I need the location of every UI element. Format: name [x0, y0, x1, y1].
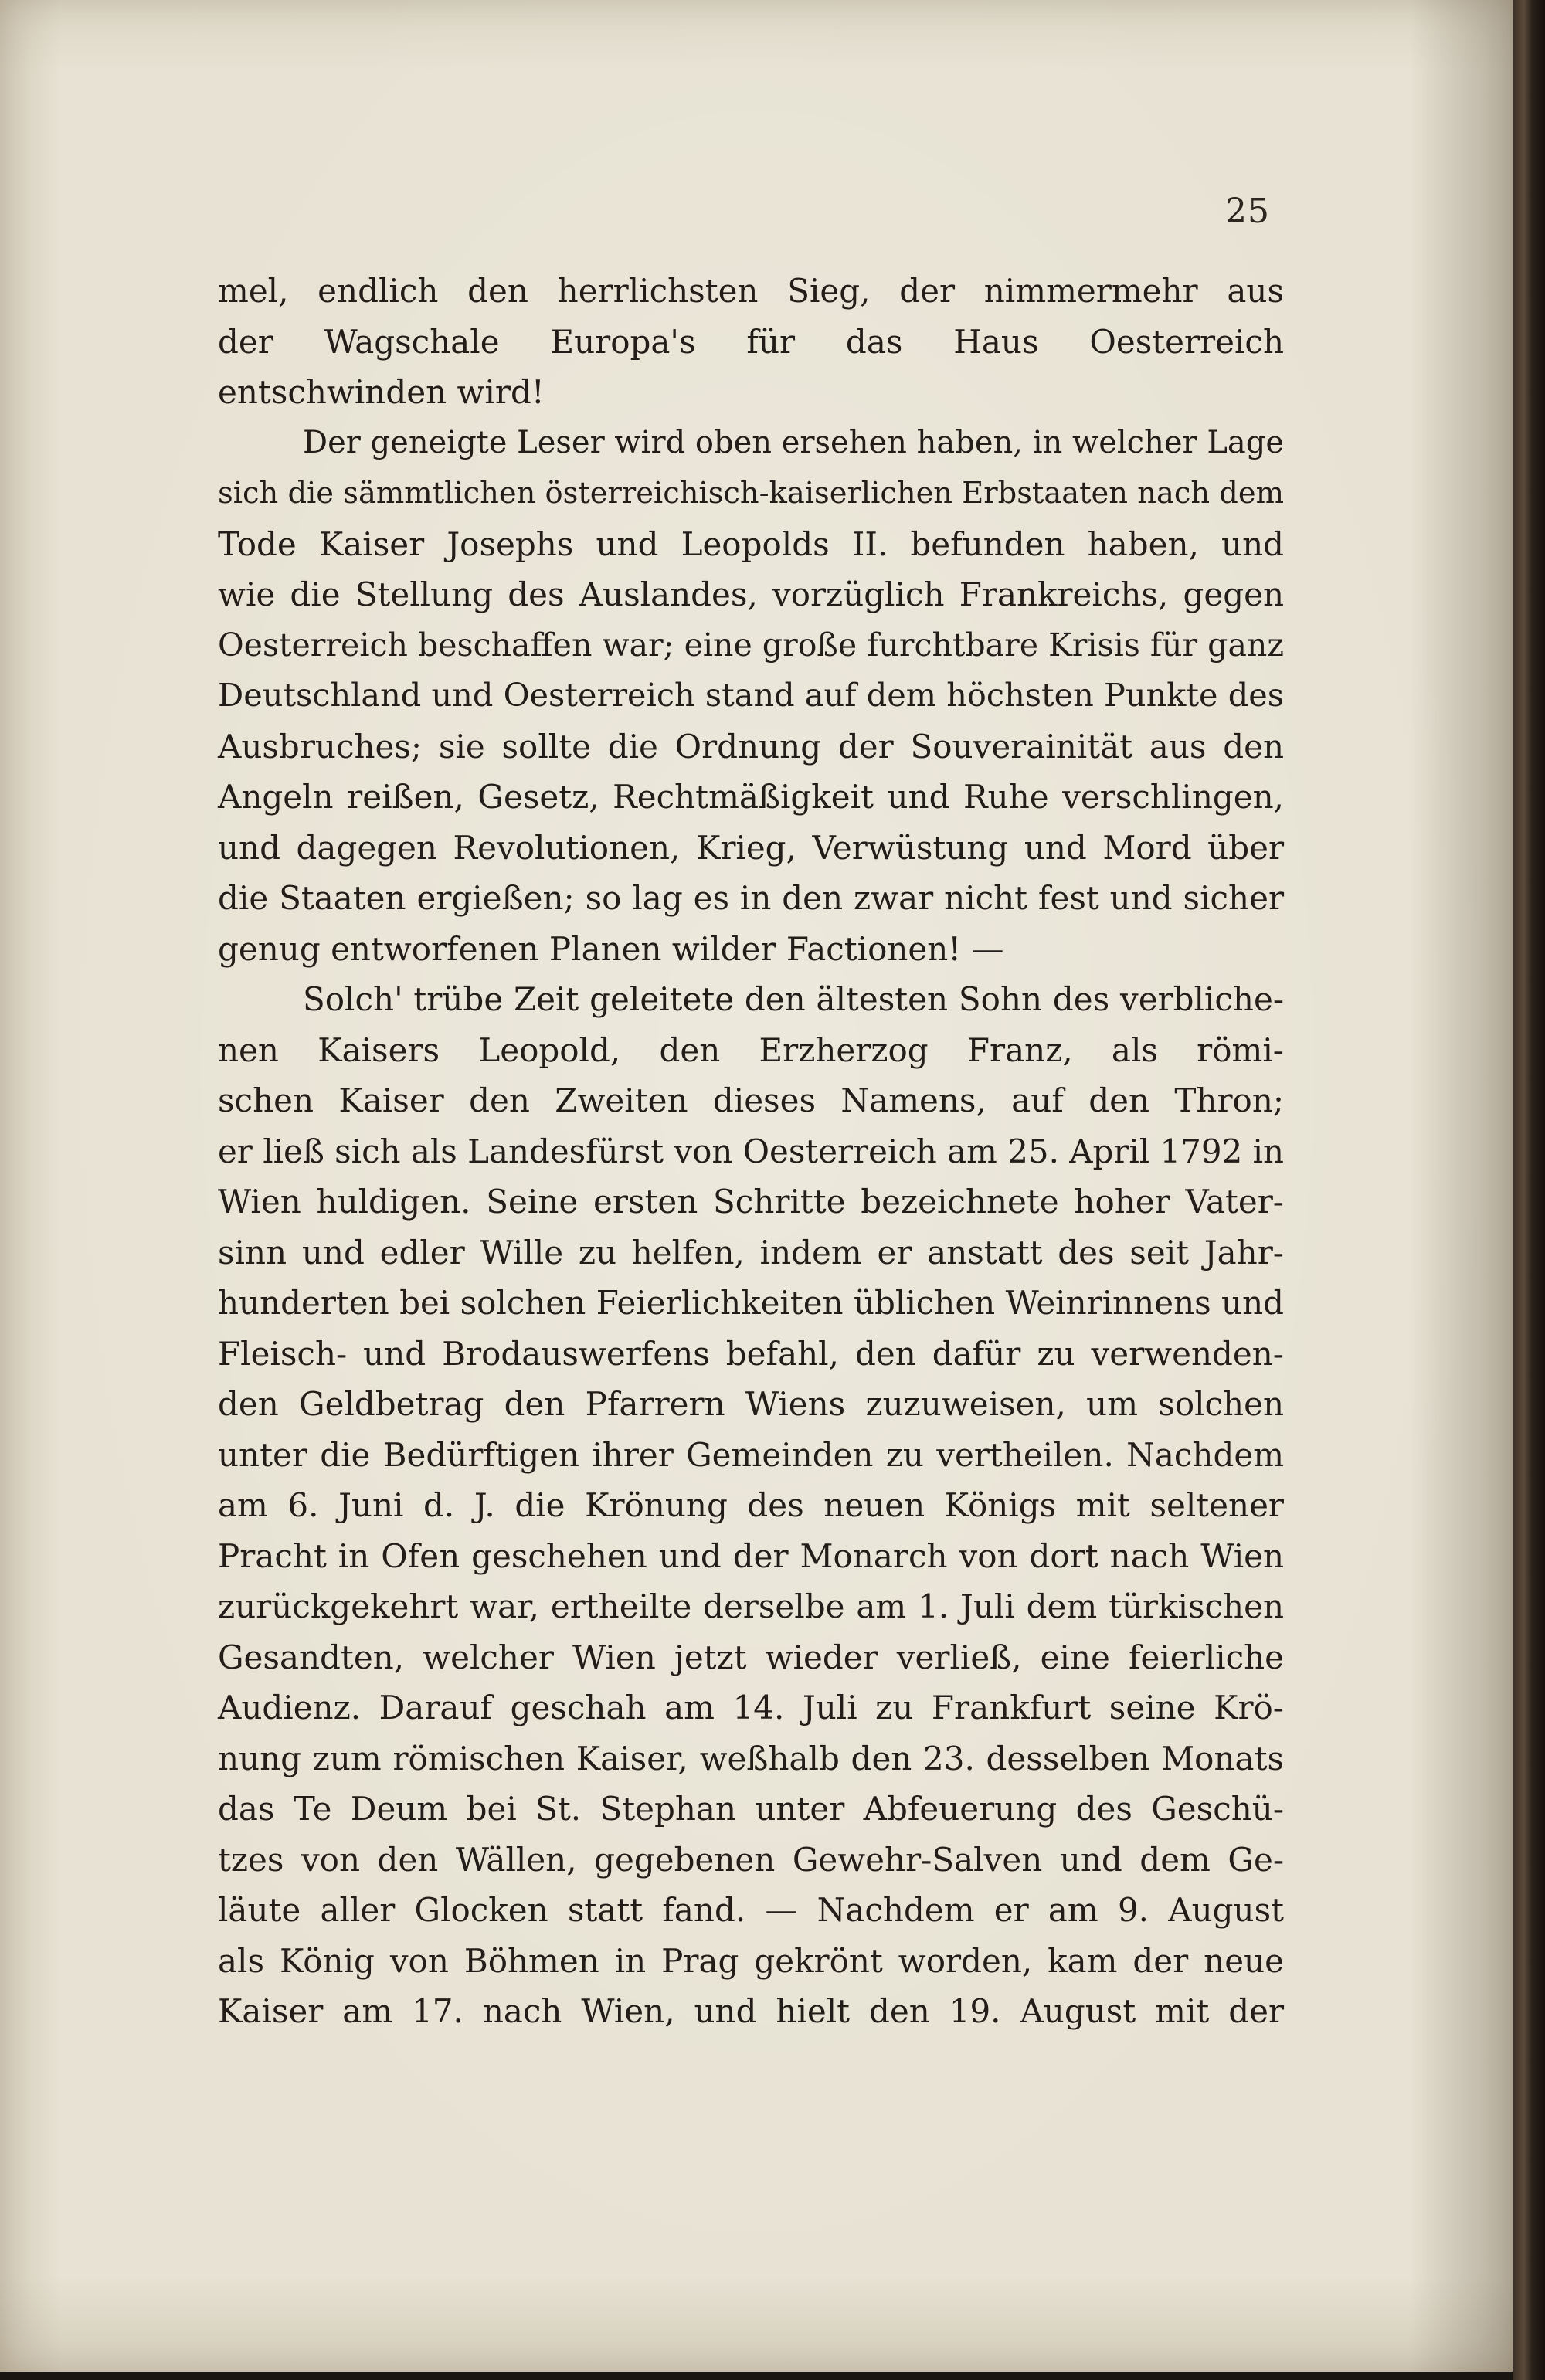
text-line: er ließ sich als Landesfürst von Oesterreich am 25. April 1792 in	[218, 1132, 1284, 1170]
page-number: 25	[1225, 192, 1270, 231]
text-line: nen Kaisers Leopold, den Erzherzog Franz, als römi-	[218, 1030, 1284, 1069]
text-line: Fleisch- und Brodauswerfens befahl, den dafür zu verwenden-	[218, 1334, 1284, 1373]
text-line: mel, endlich den herrlichsten Sieg, der nimmermehr aus	[218, 272, 1284, 310]
text-line: Angeln reißen, Gesetz, Rechtmäßigkeit und Ruhe verschlingen,	[218, 778, 1285, 816]
text-line: tzes von den Wällen, gegebenen Gewehr-Salven und dem Ge-	[218, 1840, 1285, 1879]
text-line: der Wagschale Europa's für das Haus Oesterreich	[218, 322, 1284, 361]
text-line: am 6. Juni d. J. die Krönung des neuen Königs mit seltener	[218, 1486, 1285, 1524]
text-line: die Staaten ergießen; so lag es in den zwar nicht fest und sicher	[218, 879, 1285, 917]
text-line: Tode Kaiser Josephs und Leopolds II. befunden haben, und	[218, 525, 1285, 563]
text-line: Ausbruches; sie sollte die Ordnung der Souverainität aus den	[218, 727, 1284, 766]
text-line: unter die Bedürftigen ihrer Gemeinden zu vertheilen. Nachdem	[218, 1435, 1285, 1474]
text-line: Gesandten, welcher Wien jetzt wieder verließ, eine feierliche	[218, 1638, 1285, 1676]
text-line: hunderten bei solchen Feierlichkeiten üblichen Weinrinnens und	[218, 1284, 1284, 1322]
text-line: Oesterreich beschaffen war; eine große furchtbare Krisis für ganz	[218, 626, 1284, 664]
text-line: wie die Stellung des Auslandes, vorzüglich Frankreichs, gegen	[218, 575, 1285, 613]
text-line: sinn und edler Wille zu helfen, indem er anstatt des seit Jahr-	[218, 1233, 1284, 1271]
text-line: Solch' trübe Zeit geleitete den ältesten Sohn des verbliche-	[303, 980, 1285, 1018]
page-edge	[1513, 0, 1545, 2380]
text-line: als König von Böhmen in Prag gekrönt worden, kam der neue	[218, 1941, 1284, 1980]
text-line: sich die sämmtlichen österreichisch-kaiserlichen Erbstaaten nach dem	[218, 476, 1284, 511]
text-line: zurückgekehrt war, ertheilte derselbe am 1. Juli dem türkischen	[218, 1587, 1284, 1625]
text-line: nung zum römischen Kaiser, weßhalb den 23. desselben Monats	[218, 1739, 1284, 1777]
text-line: Kaiser am 17. nach Wien, und hielt den 19. August mit der	[218, 1992, 1285, 2030]
text-line: den Geldbetrag den Pfarrern Wiens zuzuweisen, um solchen	[218, 1385, 1285, 1423]
text-line: Pracht in Ofen geschehen und der Monarch von dort nach Wien	[218, 1536, 1285, 1575]
text-line: genug entworfenen Planen wilder Factionen! —	[218, 929, 1004, 968]
body-text	[218, 266, 1284, 2037]
text-line: Wien huldigen. Seine ersten Schritte bezeichnete hoher Vater-	[218, 1183, 1284, 1221]
text-line: Deutschland und Oesterreich stand auf dem höchsten Punkte des	[218, 677, 1284, 714]
text-line: läute aller Glocken statt fand. — Nachdem er am 9. August	[218, 1891, 1284, 1929]
text-line: Audienz. Darauf geschah am 14. Juli zu Frankfurt seine Krö-	[218, 1689, 1284, 1726]
text-line: entschwinden wird!	[218, 373, 545, 411]
text-line: das Te Deum bei St. Stephan unter Abfeuerung des Geschü-	[218, 1790, 1285, 1828]
text-line: schen Kaiser den Zweiten dieses Namens, auf den Thron;	[218, 1081, 1285, 1119]
text-line: Der geneigte Leser wird oben ersehen haben, in welcher Lage	[303, 424, 1285, 460]
text-line: und dagegen Revolutionen, Krieg, Verwüstung und Mord über	[218, 828, 1285, 867]
